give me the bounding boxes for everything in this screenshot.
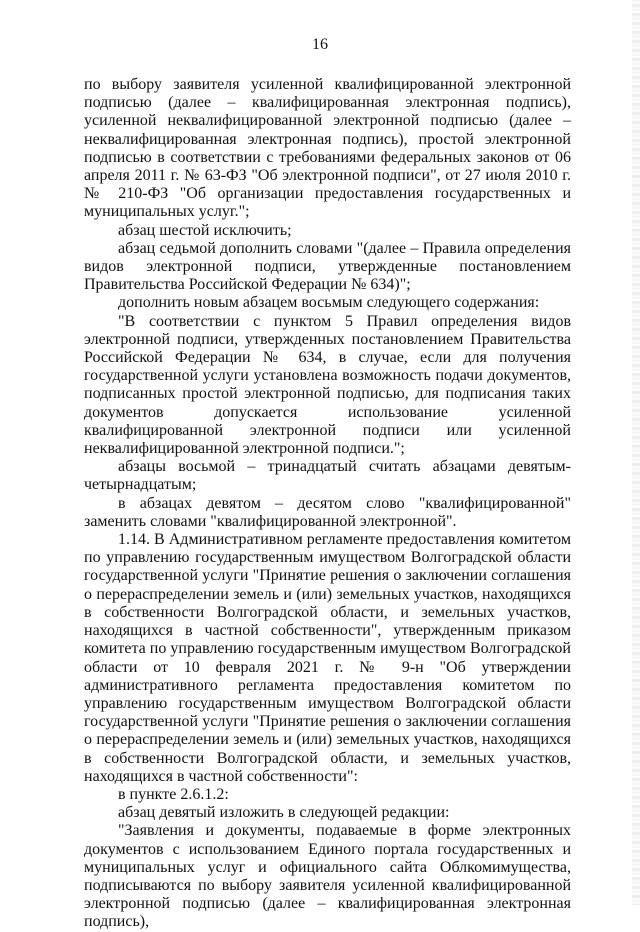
scan-edge xyxy=(632,0,640,905)
paragraph: в пункте 2.6.1.2: xyxy=(118,785,229,803)
paragraph: "Заявления и документы, подаваемые в форме электронных документов с использованием Единого портала государственных и муниципальных услуг и официального сайта Облкомимущества, подписываются по выбору заявителя усиленной квалифицированной электронной подписью (далее – квалифицированная электронная подпись), xyxy=(84,822,571,931)
paragraph: по выбору заявителя усиленной квалифицированной электронной подписью (далее – квалифицированная электронная подпись), усиленной неквалифицированной электронной подписью (далее – неквалифицированная электронная подпись), простой электронной подписью в соответствии с требованиями федеральных законов от 06 апреля 2011 г. № 63-ФЗ "Об электронной подписи", от 27 июля 2010 г. № 210-ФЗ "Об организации предоставления государственных и муниципальных услуг."; xyxy=(84,76,571,221)
paragraph: дополнить новым абзацем восьмым следующего содержания: xyxy=(118,294,540,312)
paragraph: абзац шестой исключить; xyxy=(118,221,292,239)
paragraph: абзац седьмой дополнить словами "(далее – Правила определения видов электронной подписи, утвержденные постановлением Правительства Российской Федерации № 634)"; xyxy=(84,239,571,294)
page-number: 16 xyxy=(312,36,328,53)
paragraph: абзацы восьмой – тринадцатый считать абзацами девятым-четырнадцатым; xyxy=(84,458,571,494)
paragraph: абзац девятый изложить в следующей редакции: xyxy=(118,804,450,822)
paragraph: 1.14. В Административном регламенте предоставления комитетом по управлению государственным имуществом Волгоградской области государственной услуги "Принятие решения о заключении соглашения о перераспределении земель и (или) земельных участков, находящихся в собственности Волгоградской области, и земельных участков, находящихся в частной собственности", утвержденным приказом комитета по управлению государственным имуществом Волгоградской области от 10 февраля 2021 г. № 9-н "Об утверждении административного регламента предоставления комитетом по управлению государственным имуществом Волгоградской области государственной услуги "Принятие решения о заключении соглашения о перераспределении земель и (или) земельных участков, находящихся в собственности Волгоградской области, и земельных участков, находящихся в частной собственности": xyxy=(84,531,571,785)
paragraph: "В соответствии с пунктом 5 Правил определения видов электронной подписи, утвержденных постановлением Правительства Российской Федерации № 634, в случае, если для получения государственной услуги установлена возможность подачи документов, подписанных простой электронной подписью, для подписания таких документов допускается использование усиленной квалифицированной электронной подписи или усиленной неквалифицированной электронной подписи."; xyxy=(84,312,571,458)
document-body xyxy=(84,76,571,932)
paragraph: в абзацах девятом – десятом слово "квалифицированной" заменить словами "квалифицированной электронной". xyxy=(84,494,571,530)
